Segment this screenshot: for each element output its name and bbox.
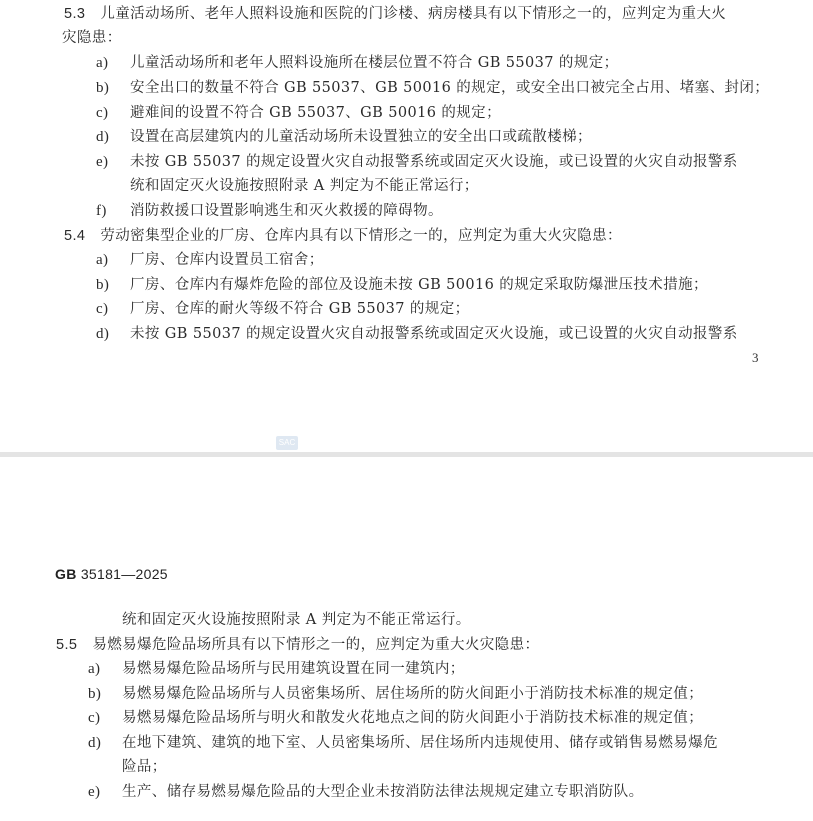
item-text: 安全出口的数量不符合 GB 55037、GB 50016 的规定，或安全出口被完全占用、堵塞、封闭； bbox=[130, 80, 770, 96]
section-title: 儿童活动场所、老年人照料设施和医院的门诊楼、病房楼具有以下情形之一的，应判定为重大火 bbox=[100, 6, 727, 22]
item-text: 未按 GB 55037 的规定设置火灾自动报警系统或固定灭火设施，或已设置的火灾自动报警系 bbox=[130, 154, 738, 170]
section-number: 5.3 bbox=[64, 6, 86, 22]
item-label: e) bbox=[96, 154, 109, 170]
item-text: 厂房、仓库内设置员工宿舍； bbox=[130, 252, 324, 268]
watermark-logo: SAC bbox=[276, 436, 298, 450]
item-label: d) bbox=[96, 326, 110, 342]
item-text: 避难间的设置不符合 GB 55037、GB 50016 的规定； bbox=[130, 105, 501, 121]
item-label: a) bbox=[96, 252, 109, 268]
item-text: 易燃易爆危险品场所与民用建筑设置在同一建筑内； bbox=[122, 661, 465, 677]
item-text: 易燃易爆危险品场所与明火和散发火花地点之间的防火间距小于消防技术标准的规定值； bbox=[122, 710, 704, 726]
standard-code: 35181—2025 bbox=[80, 566, 168, 582]
item-label: a) bbox=[96, 55, 109, 71]
item-text: 厂房、仓库的耐火等级不符合 GB 55037 的规定； bbox=[130, 301, 470, 317]
list-item-cont: 险品； bbox=[122, 759, 167, 775]
item-label: e) bbox=[88, 784, 101, 800]
page-number: 3 bbox=[752, 350, 759, 365]
document-page-2 bbox=[0, 457, 813, 821]
item-label: b) bbox=[96, 80, 110, 96]
section-5-3-heading bbox=[64, 4, 726, 24]
item-text: 消防救援口设置影响逃生和灭火救援的障碍物。 bbox=[130, 203, 443, 219]
item-label: c) bbox=[96, 105, 109, 121]
item-label: f) bbox=[96, 203, 107, 219]
item-label: b) bbox=[88, 686, 102, 702]
section-5-3-heading-cont: 灾隐患： bbox=[62, 30, 122, 46]
item-text: 易燃易爆危险品场所与人员密集场所、居住场所的防火间距小于消防技术标准的规定值； bbox=[122, 686, 704, 702]
section-number: 5.4 bbox=[64, 228, 86, 244]
list-item-cont: 统和固定灭火设施按照附录 A 判定为不能正常运行； bbox=[130, 178, 479, 194]
item-text: 厂房、仓库内有爆炸危险的部位及设施未按 GB 50016 的规定采取防爆泄压技术措施； bbox=[130, 277, 708, 293]
item-text: 设置在高层建筑内的儿童活动场所未设置独立的安全出口或疏散楼梯； bbox=[130, 129, 592, 145]
section-5-4-heading bbox=[64, 226, 622, 246]
item-text: 未按 GB 55037 的规定设置火灾自动报警系统或固定灭火设施，或已设置的火灾自动报警系 bbox=[130, 326, 738, 342]
item-text: 在地下建筑、建筑的地下室、人员密集场所、居住场所内违规使用、储存或销售易燃易爆危 bbox=[122, 735, 718, 751]
standard-code-header bbox=[55, 566, 168, 582]
continuation-text: 统和固定灭火设施按照附录 A 判定为不能正常运行。 bbox=[122, 612, 471, 628]
item-label: d) bbox=[96, 129, 110, 145]
standard-prefix: GB bbox=[55, 566, 77, 582]
section-5-5-heading bbox=[56, 635, 539, 655]
item-text: 儿童活动场所和老年人照料设施所在楼层位置不符合 GB 55037 的规定； bbox=[130, 55, 619, 71]
section-title: 易燃易爆危险品场所具有以下情形之一的，应判定为重大火灾隐患： bbox=[92, 637, 540, 653]
section-number: 5.5 bbox=[56, 637, 78, 653]
item-label: b) bbox=[96, 277, 110, 293]
item-label: c) bbox=[88, 710, 101, 726]
section-title: 劳动密集型企业的厂房、仓库内具有以下情形之一的，应判定为重大火灾隐患： bbox=[100, 228, 622, 244]
item-label: d) bbox=[88, 735, 102, 751]
item-text: 生产、储存易燃易爆危险品的大型企业未按消防法律法规规定建立专职消防队。 bbox=[122, 784, 644, 800]
item-label: c) bbox=[96, 301, 109, 317]
item-label: a) bbox=[88, 661, 101, 677]
